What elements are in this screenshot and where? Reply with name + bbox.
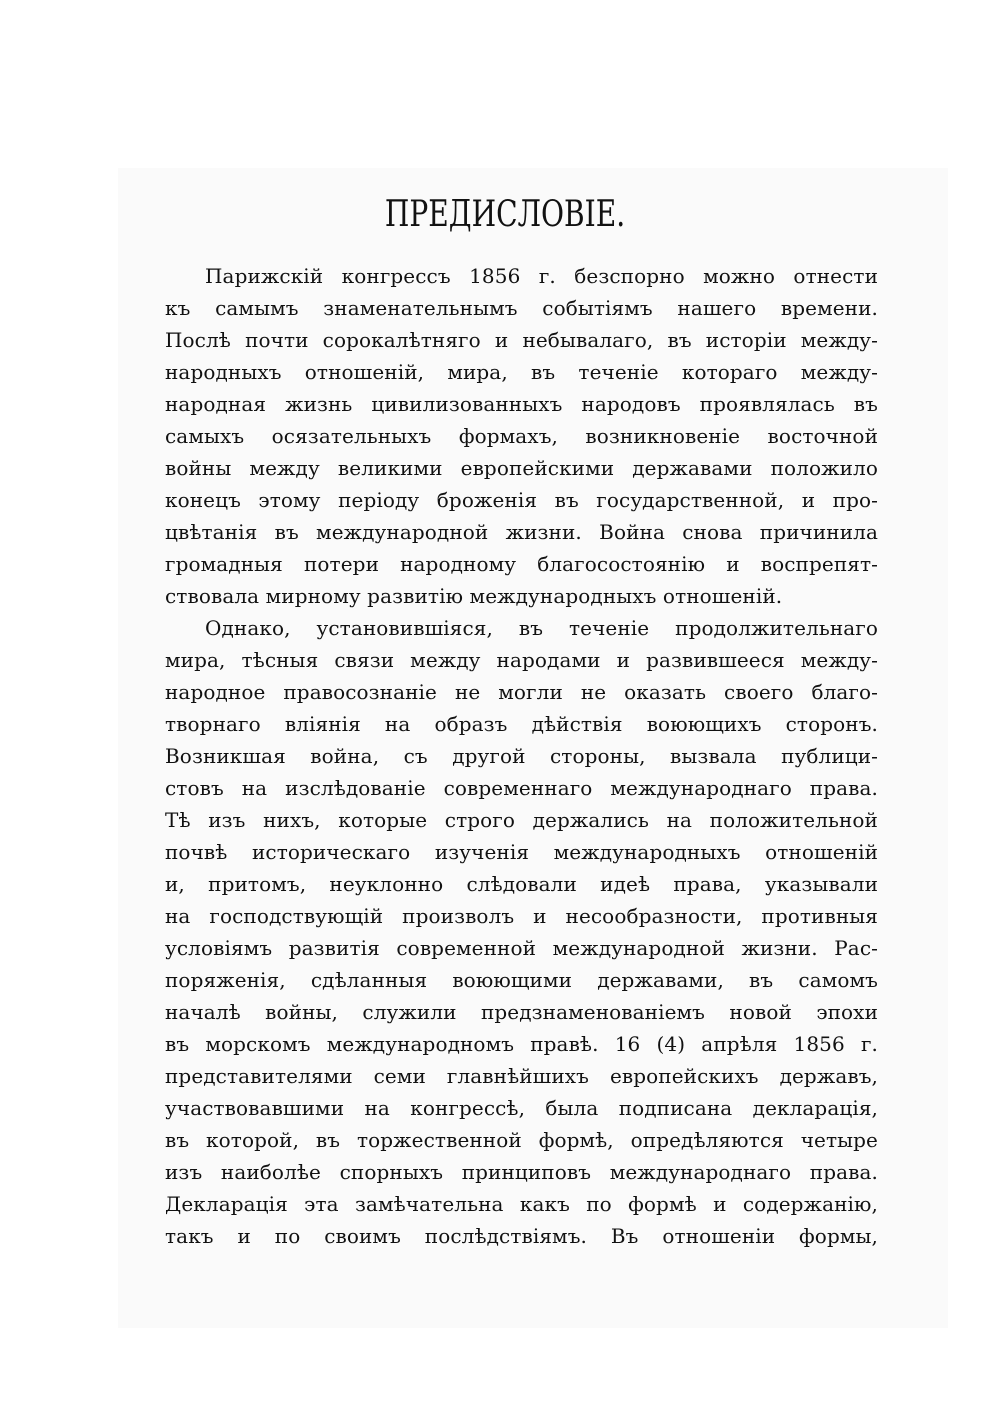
text-line: такъ и по своимъ послѣдствіямъ. Въ отношеніи формы, bbox=[165, 1224, 878, 1248]
text-line: Парижскій конгрессъ 1856 г. безспорно можно отнести bbox=[205, 264, 878, 288]
text-line: Декларація эта замѣчательна какъ по формѣ и содержанію, bbox=[165, 1192, 878, 1216]
text-line: Послѣ почти сорокалѣтняго и небывалаго, въ исторіи между- bbox=[165, 328, 878, 352]
text-line: на господствующій произволъ и несообразности, противныя bbox=[165, 904, 878, 928]
body-text bbox=[165, 260, 878, 1252]
text-line: поряженія, сдѣланныя воюющими державами, въ самомъ bbox=[165, 968, 878, 992]
text-line: творнаго вліянія на образъ дѣйствія воюющихъ сторонъ. bbox=[165, 712, 878, 736]
text-line: громадныя потери народному благосостоянію и воспрепят- bbox=[165, 552, 878, 576]
text-line: стовъ на изслѣдованіе современнаго международнаго права. bbox=[165, 776, 878, 800]
text-line: Возникшая война, съ другой стороны, вызвала публици- bbox=[165, 744, 878, 768]
text-line: изъ наиболѣе спорныхъ принциповъ международнаго права. bbox=[165, 1160, 878, 1184]
text-line: условіямъ развитія современной международной жизни. Рас- bbox=[165, 936, 878, 960]
text-line: участвовавшими на конгрессѣ, была подписана декларація, bbox=[165, 1096, 878, 1120]
text-line: и, притомъ, неуклонно слѣдовали идеѣ права, указывали bbox=[165, 872, 878, 896]
paragraph-2 bbox=[165, 612, 878, 1252]
text-line: народное правосознаніе не могли не оказать своего благо- bbox=[165, 680, 878, 704]
text-line: самыхъ осязательныхъ формахъ, возникновеніе восточной bbox=[165, 424, 878, 448]
text-line: Однако, установившіяся, въ теченіе продолжительнаго bbox=[205, 616, 878, 640]
text-line: представителями семи главнѣйшихъ европейскихъ державъ, bbox=[165, 1064, 878, 1088]
text-line: народныхъ отношеній, мира, въ теченіе котораго между- bbox=[165, 360, 878, 384]
text-line: въ морскомъ международномъ правѣ. 16 (4) апрѣля 1856 г. bbox=[165, 1032, 878, 1056]
text-line: мира, тѣсныя связи между народами и развившееся между- bbox=[165, 648, 878, 672]
text-line: къ самымъ знаменательнымъ событіямъ нашего времени. bbox=[165, 296, 878, 320]
text-line: началѣ войны, служили предзнаменованіемъ новой эпохи bbox=[165, 1000, 878, 1024]
text-line: цвѣтанія въ международной жизни. Война снова причинила bbox=[165, 520, 878, 544]
paragraph-1 bbox=[165, 260, 878, 612]
text-line: ствовала мирному развитію международныхъ отношеній. bbox=[165, 584, 783, 608]
text-line: почвѣ историческаго изученія международныхъ отношеній bbox=[165, 840, 878, 864]
page-title: ПРЕДИСЛОВІЕ. bbox=[384, 194, 626, 235]
text-line: войны между великими европейскими державами положило bbox=[165, 456, 878, 480]
text-line: въ которой, въ торжественной формѣ, опредѣляются четыре bbox=[165, 1128, 878, 1152]
text-line: народная жизнь цивилизованныхъ народовъ проявлялась въ bbox=[165, 392, 878, 416]
text-line: Тѣ изъ нихъ, которые строго держались на положительной bbox=[165, 808, 878, 832]
text-line: конецъ этому періоду броженія въ государственной, и про- bbox=[165, 488, 878, 512]
